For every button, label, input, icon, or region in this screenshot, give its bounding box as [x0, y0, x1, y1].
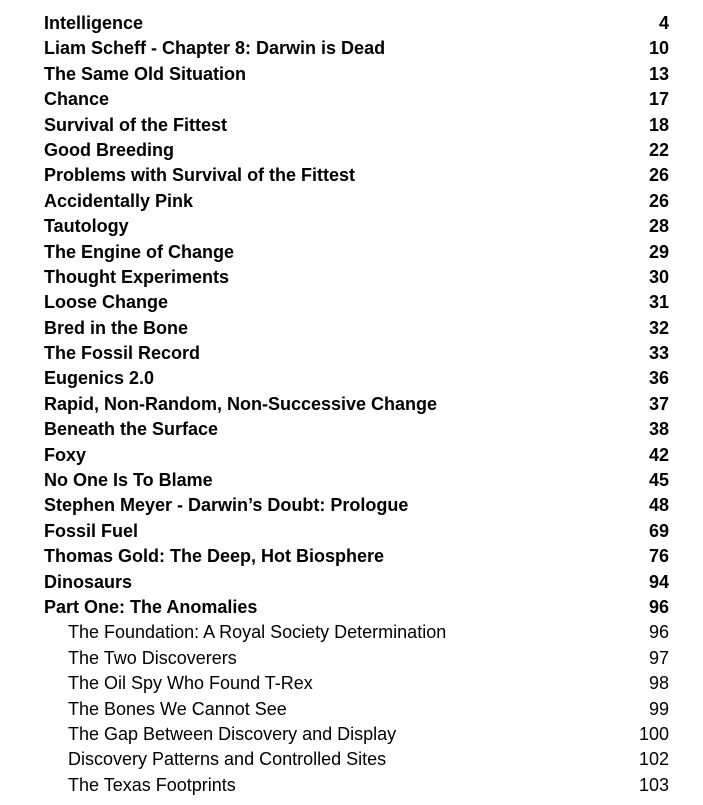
- toc-entry-title[interactable]: The Foundation: A Royal Society Determination: [68, 622, 447, 643]
- toc-entry-page-number: 22: [648, 139, 669, 160]
- toc-entry-title[interactable]: Liam Scheff - Chapter 8: Darwin is Dead: [44, 38, 386, 59]
- toc-entry-page-number: 76: [648, 546, 669, 567]
- toc-entry-title[interactable]: Loose Change: [44, 292, 169, 313]
- toc-entry[interactable]: [44, 316, 669, 341]
- toc-subentry[interactable]: [44, 671, 669, 696]
- toc-entry[interactable]: [44, 189, 669, 214]
- toc-entry-page-number: 99: [648, 698, 669, 719]
- toc-entry[interactable]: [44, 36, 669, 61]
- toc-entry[interactable]: [44, 290, 669, 315]
- toc-entry-title[interactable]: No One Is To Blame: [44, 470, 213, 491]
- toc-entry-title[interactable]: The Two Discoverers: [68, 647, 237, 668]
- toc-entry-page-number: 28: [648, 216, 669, 237]
- toc-entry-title[interactable]: Part One: The Anomalies: [44, 596, 258, 617]
- toc-entry-page-number: 94: [648, 571, 669, 592]
- toc-entry[interactable]: [44, 544, 669, 569]
- toc-entry-page-number: 98: [648, 673, 669, 694]
- toc-entry[interactable]: [44, 392, 669, 417]
- toc-entry[interactable]: [44, 214, 669, 239]
- toc-entry-title[interactable]: The Texas Footprints: [68, 774, 236, 795]
- toc-entry-page-number: 13: [648, 63, 669, 84]
- toc-entry-title[interactable]: The Engine of Change: [44, 241, 235, 262]
- toc-entry-page-number: 69: [648, 520, 669, 541]
- toc-entry-page-number: 96: [648, 622, 669, 643]
- toc-entry[interactable]: [44, 366, 669, 391]
- toc-entry-page-number: 48: [648, 495, 669, 516]
- toc-entry-title[interactable]: Survival of the Fittest: [44, 114, 228, 135]
- toc-entry-page-number: 100: [638, 723, 669, 744]
- toc-entry-page-number: 29: [648, 241, 669, 262]
- toc-entry[interactable]: [44, 11, 669, 36]
- toc-entry[interactable]: [44, 87, 669, 112]
- toc-entry[interactable]: [44, 570, 669, 595]
- toc-entry[interactable]: [44, 138, 669, 163]
- toc-entry-page-number: 38: [648, 419, 669, 440]
- toc-entry-page-number: 30: [648, 266, 669, 287]
- toc-entry-title[interactable]: Accidentally Pink: [44, 190, 194, 211]
- toc-entry-page-number: 36: [648, 368, 669, 389]
- toc-entry-page-number: 4: [658, 13, 669, 33]
- toc-subentry[interactable]: [44, 747, 669, 772]
- toc-entry-page-number: 37: [648, 393, 669, 414]
- toc-entry-title[interactable]: Foxy: [44, 444, 87, 465]
- toc-entry-title[interactable]: Thought Experiments: [44, 266, 230, 287]
- toc-subentry[interactable]: [44, 722, 669, 747]
- toc-entry-page-number: 26: [648, 190, 669, 211]
- toc-entry-page-number: 102: [638, 749, 669, 770]
- toc-subentry[interactable]: [44, 697, 669, 722]
- toc-entry[interactable]: [44, 62, 669, 87]
- toc-entry-page-number: 96: [648, 596, 669, 617]
- toc-entry[interactable]: [44, 265, 669, 290]
- toc-entry-title[interactable]: The Bones We Cannot See: [68, 698, 287, 719]
- toc-entry-title[interactable]: The Oil Spy Who Found T-Rex: [68, 673, 313, 694]
- toc-entry[interactable]: [44, 468, 669, 493]
- toc-entry-title[interactable]: Eugenics 2.0: [44, 368, 155, 389]
- toc-subentry[interactable]: [44, 773, 669, 798]
- toc-entry-title[interactable]: Problems with Survival of the Fittest: [44, 165, 356, 186]
- toc-entry-title[interactable]: Thomas Gold: The Deep, Hot Biosphere: [44, 546, 385, 567]
- toc-entry-title[interactable]: Dinosaurs: [44, 571, 133, 592]
- toc-entry[interactable]: [44, 493, 669, 518]
- toc-entry[interactable]: [44, 443, 669, 468]
- toc-entry[interactable]: [44, 163, 669, 188]
- toc-entry-title[interactable]: Intelligence: [44, 13, 144, 33]
- toc-entry-title[interactable]: The Gap Between Discovery and Display: [68, 723, 397, 744]
- toc-entry-page-number: 45: [648, 470, 669, 491]
- toc-entry-page-number: 26: [648, 165, 669, 186]
- toc-entry[interactable]: [44, 519, 669, 544]
- toc-entry-page-number: 18: [648, 114, 669, 135]
- toc-entry-title[interactable]: Beneath the Surface: [44, 419, 219, 440]
- toc-entry-page-number: 42: [648, 444, 669, 465]
- toc-entry-title[interactable]: The Same Old Situation: [44, 63, 247, 84]
- toc-entry-title[interactable]: Fossil Fuel: [44, 520, 139, 541]
- toc-entry-title[interactable]: Rapid, Non-Random, Non-Successive Change: [44, 393, 438, 414]
- toc-entry-title[interactable]: The Fossil Record: [44, 343, 201, 364]
- table-of-contents: [44, 11, 669, 798]
- toc-entry-page-number: 103: [638, 774, 669, 795]
- toc-entry-page-number: 10: [648, 38, 669, 59]
- toc-entry-page-number: 31: [648, 292, 669, 313]
- toc-entry[interactable]: [44, 113, 669, 138]
- toc-entry-title[interactable]: Bred in the Bone: [44, 317, 189, 338]
- toc-entry-page-number: 33: [648, 343, 669, 364]
- toc-entry[interactable]: [44, 417, 669, 442]
- toc-entry-page-number: 17: [648, 89, 669, 110]
- toc-entry[interactable]: [44, 341, 669, 366]
- toc-entry[interactable]: [44, 595, 669, 620]
- toc-subentry[interactable]: [44, 620, 669, 645]
- toc-entry-page-number: 32: [648, 317, 669, 338]
- toc-entry-title[interactable]: Good Breeding: [44, 139, 174, 160]
- toc-subentry[interactable]: [44, 646, 669, 671]
- toc-entry-title[interactable]: Chance: [44, 89, 110, 110]
- toc-entry-title[interactable]: Discovery Patterns and Controlled Sites: [68, 749, 387, 770]
- toc-entry-title[interactable]: Tautology: [44, 216, 129, 237]
- toc-entry-title[interactable]: Stephen Meyer - Darwin’s Doubt: Prologue: [44, 495, 409, 516]
- toc-entry-page-number: 97: [648, 647, 669, 668]
- toc-entry[interactable]: [44, 240, 669, 265]
